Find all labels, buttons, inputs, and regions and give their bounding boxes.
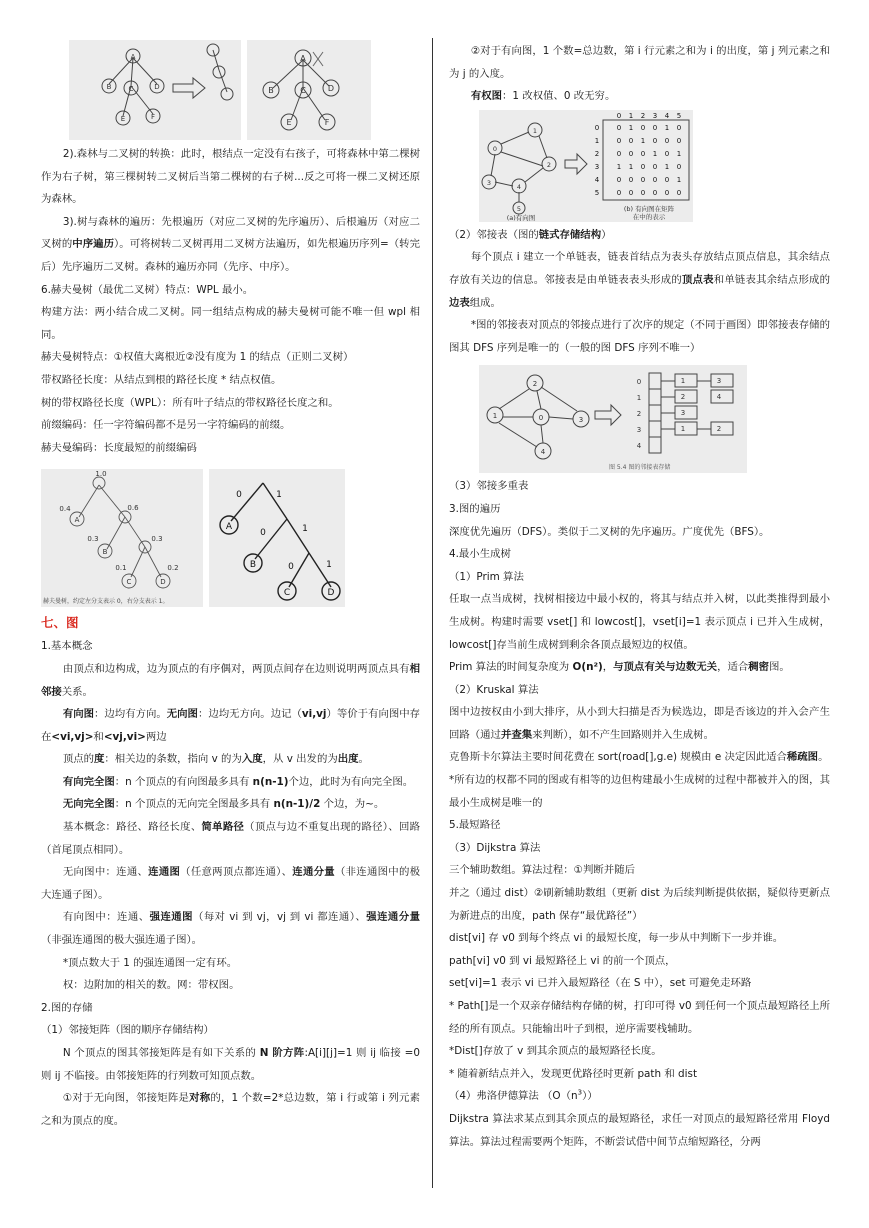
tree-node-label: A [300,54,306,63]
floyd-heading: （4）弗洛伊德算法 $(O(n^3))$ [449,1088,598,1103]
weighted-graph-text: 有权图：1 改权值、0 改无穷。 [470,90,616,103]
matrix-cell: 0 [616,136,622,145]
directed-graph-text: 有向图：边均有方向。无向图：边均无方向。边记（vi,vj）等价于有向图中存在<vi,vj>和<vj,vi>两边 [41,708,421,743]
matrix-caption-line1: (b) 有向图在矩阵 [623,204,675,213]
matrix-cell: 0 [628,136,634,145]
tree-node-label: B [106,83,112,91]
tree-node-label: C [128,85,134,93]
digraph-node-label: 0 [492,144,498,153]
huffman-edge-label: 0 [288,562,294,573]
matrix-header-cell: 0 [616,111,622,120]
matrix-cell: 1 [652,149,658,158]
huffman-edge-label: 1 [302,524,308,535]
matrix-cells [595,112,681,197]
matrix-cell: 0 [640,188,646,197]
matrix-cell: 0 [664,136,670,145]
weighted-path-text: 带权路径长度：从结点到根的路径长度 * 结点权值。 [41,373,282,386]
matrix-cell: 0 [652,162,658,171]
huffman-node-label: D [160,578,166,587]
matrix-cell: 0 [616,149,622,158]
dfs-note-text: *图的邻接表对顶点的邻接点进行了次序的规定（不同于画图）即邻接表存储的图其 DFS 序列是唯一的（一般的图 DFS 序列不唯一） [449,319,830,354]
undirected-matrix-text: ①对于无向图，邻接矩阵是对称的，1 个数=2*总边数，第 i 行或第 i 列元素之和为顶点的度。 [41,1092,420,1127]
edge-node: 1 [680,425,686,434]
list-graph-node: 1 [492,412,498,421]
huffman-edge-label: 0 [260,528,266,539]
digraph-node-label: 3 [486,178,492,187]
right-column [449,40,830,1153]
matrix-cell: 0 [640,162,646,171]
kruskal-complexity-text: 克鲁斯卡尔算法主要时间花费在 sort(road[],g.e) 规模由 e 决定因此适合稀疏图。 [449,751,829,764]
digraph-node-label: 4 [516,182,522,191]
tree-node-label: E [286,118,292,127]
cycle-note-text: *顶点数大于 1 的强连通图一定有环。 [62,956,238,969]
vertex-index: 4 [636,442,642,451]
huffman-feature-text: 赫夫曼树特点：①权值大离根近②没有度为 1 的结点（正则二叉树） [41,351,354,364]
matrix-cell: 1 [664,123,670,132]
huffman-code-node: D [327,588,335,599]
huffman-weight-label: 0.3 [151,535,163,544]
binary-tree-figure [247,40,371,140]
vertex-index: 3 [636,426,642,435]
update-note-text: * 随着新结点并入，发现更优路径时更新 path 和 dist [449,1067,698,1080]
huffman-node-label: A [74,516,80,525]
huffman-code-node: B [249,560,257,571]
matrix-row-index: 1 [594,136,600,145]
matrix-header-cell: 1 [628,111,634,120]
prim-complexity-text: Prim 算法的时间复杂度为 O(n²)，与顶点有关与边数无关，适合稠密图。 [449,661,790,674]
edge-node: 3 [716,377,722,386]
matrix-caption-line2: 在中的表示 [632,212,666,221]
tree-traversal-text: 3).树与森林的遍历：先根遍历（对应二叉树的先序遍历）、后根遍历（对应二叉树的中序遍历）。可将树转二叉树再用二叉树方法遍历，如先根遍历序列=（转完后）先序遍历二叉树。森林的遍历亦同（先序、中序）。 [41,215,421,273]
edge-node: 2 [680,393,686,402]
weight-text: 权：边附加的相关的数。网：带权图。 [62,979,240,992]
tree-to-binary-figure [69,40,241,140]
matrix-cell: 0 [676,188,682,197]
forest-conversion-text: 2).森林与二叉树的转换：此时，根结点一定没有右孩子，可将森林中第二棵树作为右子树，第三棵树转二叉树后当第二棵树的右子树...反之可将一棵二叉树还原为森林。 [41,148,420,206]
matrix-cell: 0 [616,188,622,197]
wpl-text: 树的带权路径长度（WPL）：所有叶子结点的带权路径长度之和。 [41,396,339,409]
matrix-row-index: 3 [594,162,600,171]
forest-figure-row [41,40,420,140]
dijkstra-desc-text: 三个辅助数组。算法过程：①判断并随后 [449,864,635,877]
tree-node-label: C [300,86,306,95]
matrix-cell: 1 [676,175,682,184]
vertex-index: 2 [636,410,642,419]
matrix-cell: 1 [628,123,634,132]
matrix-header-cell: 5 [676,111,682,120]
huffman-figure-row [41,469,420,607]
mst-heading: 4.最小生成树 [449,548,511,561]
multilist-heading: （3）邻接多重表 [449,480,529,493]
adjacency-list-text: 每个顶点 i 建立一个单链表，链表首结点为表头存放结点顶点信息，其余结点存放有关边的信息。邻接表是由单链表表头形成的顶点表和单链表其余结点形成的边表组成。 [449,251,831,309]
adjacency-matrix-text: N 个顶点的图其邻接矩阵是有如下关系的 N 阶方阵:A[i][j]=1 则 ij 临接 =0 则 ij 不临接。由邻接矩阵的行列数可知顶点数。 [41,1047,420,1082]
huffman-weight-label: 0.4 [59,505,71,514]
matrix-cell: 0 [640,175,646,184]
matrix-cell: 0 [640,123,646,132]
matrix-row-index: 0 [594,123,600,132]
huffman-edge-label: 1 [276,490,282,501]
kruskal-desc-text: 图中边按权由小到大排序，从小到大扫描是否为候选边，即是否该边的并入会产生回路（通过并查集来判断），如不产生回路则并入生成树。 [449,706,830,741]
matrix-header-cell: 4 [664,111,670,120]
huffman-build-text: 构建方法：两小结合成二叉树。同一组结点构成的赫夫曼树可能不唯一但 wpl 相同。 [41,306,420,341]
matrix-cell: 0 [664,149,670,158]
tree-node-label: E [120,115,126,123]
tree-node-label: F [324,118,330,127]
path-array-text: path[vi] v0 到 vi 最短路径上 vi 的前一个顶点， [449,954,676,967]
directed-matrix-text: ②对于有向图，1 个数=总边数，第 i 行元素之和为 i 的出度，第 j 列元素之和为 j 的入度。 [449,45,830,80]
huffman-caption: 赫夫曼树，约定左分支表示 0，右分支表示 1。 [43,598,169,606]
huffman-code-node: C [283,588,291,599]
digraph-caption: (a)有向图 [506,213,536,222]
dfs-bfs-text: 深度优先遍历（DFS）。类似于二叉树的先序遍历。广度优先（BFS）。 [449,525,770,538]
matrix-cell: 1 [628,162,634,171]
list-graph-node: 3 [578,416,584,425]
huffman-weight-tree-figure [41,469,203,607]
matrix-cell: 0 [652,175,658,184]
matrix-cell: 0 [616,175,622,184]
path-concept-text: 基本概念：路径、路径长度、简单路径（顶点与边不重复出现的路径）、回路（首尾顶点相同）。 [41,821,420,856]
adjacency-matrix-figure [479,110,693,222]
matrix-cell: 0 [616,123,622,132]
path-note-text: * Path[]是一个双亲存储结构存储的树，打印可得 v0 到任何一个顶点最短路径上所经的所有顶点。只能输出叶子到根，逆序需要栈辅助。 [449,1000,830,1035]
matrix-cell: 0 [628,188,634,197]
matrix-cell: 0 [676,136,682,145]
adjacency-list-figure [479,365,747,473]
tree-node-label: D [327,84,335,93]
huffman-weight-label: 1.0 [95,470,107,479]
graph-definition-text: 由顶点和边构成，边为顶点的有序偶对，两顶点间存在边则说明两顶点具有相邻接关系。 [41,662,420,698]
unique-mst-note: *所有边的权都不同的图或有相等的边但构建最小生成树的过程中都被并入的图，其最小生成树是唯一的 [449,774,830,809]
directed-connectivity-text: 有向图中：连通、强连通图（每对 vi 到 vj，vj 到 vi 都连通）、强连通分量（非强连通图的极大强连通子图）。 [41,911,421,947]
tree-node-label: D [154,83,160,91]
basic-concepts-heading: 1.基本概念 [41,640,93,653]
matrix-cell: 0 [664,175,670,184]
huffman-weight-label: 0.2 [167,564,179,573]
huffman-weight-label: 0.1 [115,564,127,573]
matrix-cell: 1 [676,149,682,158]
directed-complete-text: 有向完全图：n 个顶点的有向图最多具有 n(n-1)个边，此时为有向完全图。 [62,775,414,788]
matrix-row-index: 4 [594,175,600,184]
vertex-index: 0 [636,378,642,387]
dijkstra-heading: （3）Dijkstra 算法 [449,841,541,854]
matrix-cell: 0 [640,149,646,158]
traversal-heading: 3.图的遍历 [449,502,501,515]
huffman-node-label: C [126,578,132,587]
dijkstra-desc-text-2: 并之（通过 dist）②刷新辅助数组（更新 dist 为后续判断提供依据，疑似待更新点为新进点的出度，path 保存“最优路径”） [449,887,830,922]
adjacency-list-caption: 图 5.4 图的邻接表存储 [609,464,671,472]
matrix-cell: 1 [616,162,622,171]
matrix-row-index: 5 [594,188,600,197]
matrix-cell: 0 [652,123,658,132]
matrix-cell: 0 [676,123,682,132]
vertex-index: 1 [636,394,642,403]
huffman-code-node: A [225,522,233,533]
matrix-header-cell: 2 [640,111,646,120]
set-array-text: set[vi]=1 表示 vi 已并入最短路径（在 S 中），set 可避免走环路 [449,977,752,990]
floyd-desc-text: Dijkstra 算法求某点到其余顶点的最短路径，求任一对顶点的最短路径常用 Floyd 算法。算法过程需要两个矩阵，不断尝试借中间节点缩短路径，分两 [449,1112,830,1148]
matrix-cell: 0 [628,149,634,158]
prefix-code-text: 前缀编码：任一字符编码都不是另一字符编码的前缀。 [41,419,291,432]
huffman-edge-label: 1 [326,560,332,571]
prim-desc-text: 任取一点当成树，找树相接边中最小权的，将其与结点并入树，以此类推得到最小生成树。构建时需要 vset[] 和 lowcost[]，vset[i]=1 表示顶点 i 已并入生成树，lowcost[]存当前生成树到剩余各顶点最短边的权值。 [449,593,830,651]
graph-storage-heading: 2.图的存储 [41,1001,93,1014]
huffman-node-label: B [102,548,108,557]
list-graph-node: 0 [538,414,544,423]
edge-node: 1 [680,377,686,386]
matrix-cell: 0 [628,175,634,184]
section-heading-graph: 七、图 [41,615,79,631]
dist-note-text: *Dist[]存放了 v 到其余顶点的最短路径长度。 [449,1045,662,1058]
huffman-code-tree-figure [209,469,345,607]
tree-node-label: B [268,86,274,95]
matrix-cell: 0 [652,188,658,197]
edge-node: 3 [680,409,686,418]
adjacency-matrix-heading: （1）邻接矩阵（图的顺序存储结构） [41,1024,214,1037]
huffman-code-text: 赫夫曼编码：长度最短的前缀编码 [41,441,197,454]
matrix-cell: 1 [664,162,670,171]
huffman-weight-label: 0.6 [127,504,139,513]
column-divider [432,38,433,1188]
matrix-row-index: 2 [594,149,600,158]
dist-array-text: dist[vi] 存 v0 到每个终点 vi 的最短长度，每一步从中判断下一步并谁。 [449,932,784,945]
matrix-cell: 0 [664,188,670,197]
digraph-node-label: 5 [516,204,522,213]
left-column [41,40,420,1132]
undirected-connectivity-text: 无向图中：连通、连通图（任意两顶点都连通）、连通分量（非连通图中的极大连通子图）。 [41,866,421,901]
degree-text: 顶点的度：相关边的条数，指向 v 的为入度，从 v 出发的为出度。 [62,753,369,766]
list-graph-node: 2 [532,380,538,389]
matrix-cell: 1 [640,136,646,145]
edge-node: 4 [716,393,722,402]
huffman-edge-label: 0 [236,490,242,501]
digraph-node-label: 2 [546,160,552,169]
edge-node: 2 [716,425,722,434]
tree-node-label: A [130,53,136,61]
shortest-path-heading: 5.最短路径 [449,819,501,832]
kruskal-heading: （2）Kruskal 算法 [449,683,539,696]
adjacency-list-heading: （2）邻接表（图的链式存储结构） [449,228,612,241]
undirected-complete-text: 无向完全图：n 个顶点的无向完全图最多具有 n(n-1)/2 个边，为~。 [62,798,385,811]
matrix-cell: 0 [676,162,682,171]
matrix-cell: 0 [652,136,658,145]
huffman-heading: 6.赫夫曼树（最优二叉树）特点：WPL 最小。 [41,283,254,296]
digraph-node-label: 1 [532,126,538,135]
tree-node-label: F [150,113,156,121]
list-graph-node: 4 [540,448,546,457]
prim-heading: （1）Prim 算法 [449,570,524,583]
huffman-weight-label: 0.3 [87,535,99,544]
matrix-header-cell: 3 [652,111,658,120]
